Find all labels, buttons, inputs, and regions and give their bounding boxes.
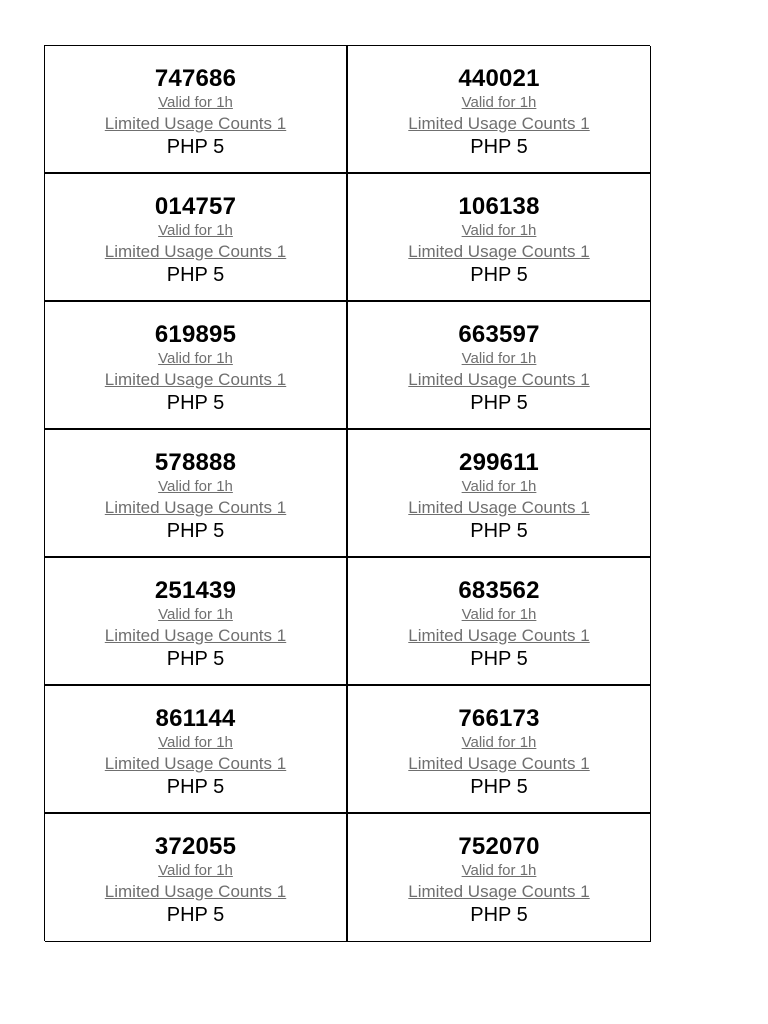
voucher-code: 251439 [154,577,237,604]
voucher-card [348,46,651,174]
voucher-usage-limit[interactable]: Limited Usage Counts 1 [104,114,287,133]
voucher-card [348,686,651,814]
voucher-card [45,174,348,302]
voucher-code: 683562 [458,577,540,604]
voucher-card [45,46,348,174]
voucher-code: 578888 [154,449,237,476]
voucher-usage-limit[interactable]: Limited Usage Counts 1 [408,370,590,389]
voucher-price: PHP 5 [470,136,528,158]
voucher-validity[interactable]: Valid for 1h [461,478,537,495]
voucher-price: PHP 5 [470,648,528,670]
voucher-usage-limit[interactable]: Limited Usage Counts 1 [104,882,287,901]
voucher-card [348,302,651,430]
voucher-code: 372055 [154,833,237,860]
voucher-validity[interactable]: Valid for 1h [461,606,537,623]
voucher-validity[interactable]: Valid for 1h [461,862,537,879]
voucher-validity[interactable]: Valid for 1h [158,478,233,495]
voucher-validity[interactable]: Valid for 1h [461,222,537,239]
voucher-code: 299611 [459,449,539,476]
voucher-validity[interactable]: Valid for 1h [158,94,233,111]
voucher-code: 619895 [154,321,237,348]
voucher-card [45,814,348,942]
voucher-price: PHP 5 [166,776,225,798]
voucher-validity[interactable]: Valid for 1h [158,734,233,751]
voucher-validity[interactable]: Valid for 1h [158,862,233,879]
voucher-price: PHP 5 [166,136,225,158]
voucher-card [348,174,651,302]
voucher-price: PHP 5 [166,520,225,542]
voucher-grid [44,45,650,941]
voucher-usage-limit[interactable]: Limited Usage Counts 1 [104,626,287,645]
voucher-price: PHP 5 [470,392,528,414]
voucher-usage-limit[interactable]: Limited Usage Counts 1 [408,242,590,261]
voucher-usage-limit[interactable]: Limited Usage Counts 1 [104,498,287,517]
voucher-usage-limit[interactable]: Limited Usage Counts 1 [104,754,287,773]
voucher-usage-limit[interactable]: Limited Usage Counts 1 [408,498,590,517]
voucher-validity[interactable]: Valid for 1h [461,94,537,111]
voucher-usage-limit[interactable]: Limited Usage Counts 1 [408,754,590,773]
voucher-usage-limit[interactable]: Limited Usage Counts 1 [408,114,590,133]
voucher-code: 766173 [458,705,540,732]
voucher-price: PHP 5 [470,264,528,286]
voucher-price: PHP 5 [166,648,225,670]
voucher-card [45,430,348,558]
voucher-validity[interactable]: Valid for 1h [461,350,537,367]
voucher-price: PHP 5 [166,264,225,286]
voucher-card [348,430,651,558]
voucher-usage-limit[interactable]: Limited Usage Counts 1 [104,370,287,389]
voucher-card [45,686,348,814]
voucher-card [348,558,651,686]
voucher-code: 663597 [458,321,540,348]
voucher-validity[interactable]: Valid for 1h [158,222,233,239]
voucher-validity[interactable]: Valid for 1h [158,606,233,623]
voucher-usage-limit[interactable]: Limited Usage Counts 1 [408,882,590,901]
voucher-code: 861144 [155,705,236,732]
voucher-code: 440021 [458,65,540,92]
voucher-code: 752070 [458,833,540,860]
voucher-price: PHP 5 [166,392,225,414]
voucher-code: 747686 [154,65,237,92]
voucher-card [45,558,348,686]
voucher-code: 106138 [458,193,540,220]
voucher-price: PHP 5 [470,520,528,542]
voucher-usage-limit[interactable]: Limited Usage Counts 1 [408,626,590,645]
voucher-card [348,814,651,942]
voucher-price: PHP 5 [470,904,528,926]
voucher-code: 014757 [154,193,237,220]
voucher-price: PHP 5 [166,904,225,926]
voucher-validity[interactable]: Valid for 1h [461,734,537,751]
voucher-validity[interactable]: Valid for 1h [158,350,233,367]
voucher-price: PHP 5 [470,776,528,798]
voucher-usage-limit[interactable]: Limited Usage Counts 1 [104,242,287,261]
voucher-card [45,302,348,430]
